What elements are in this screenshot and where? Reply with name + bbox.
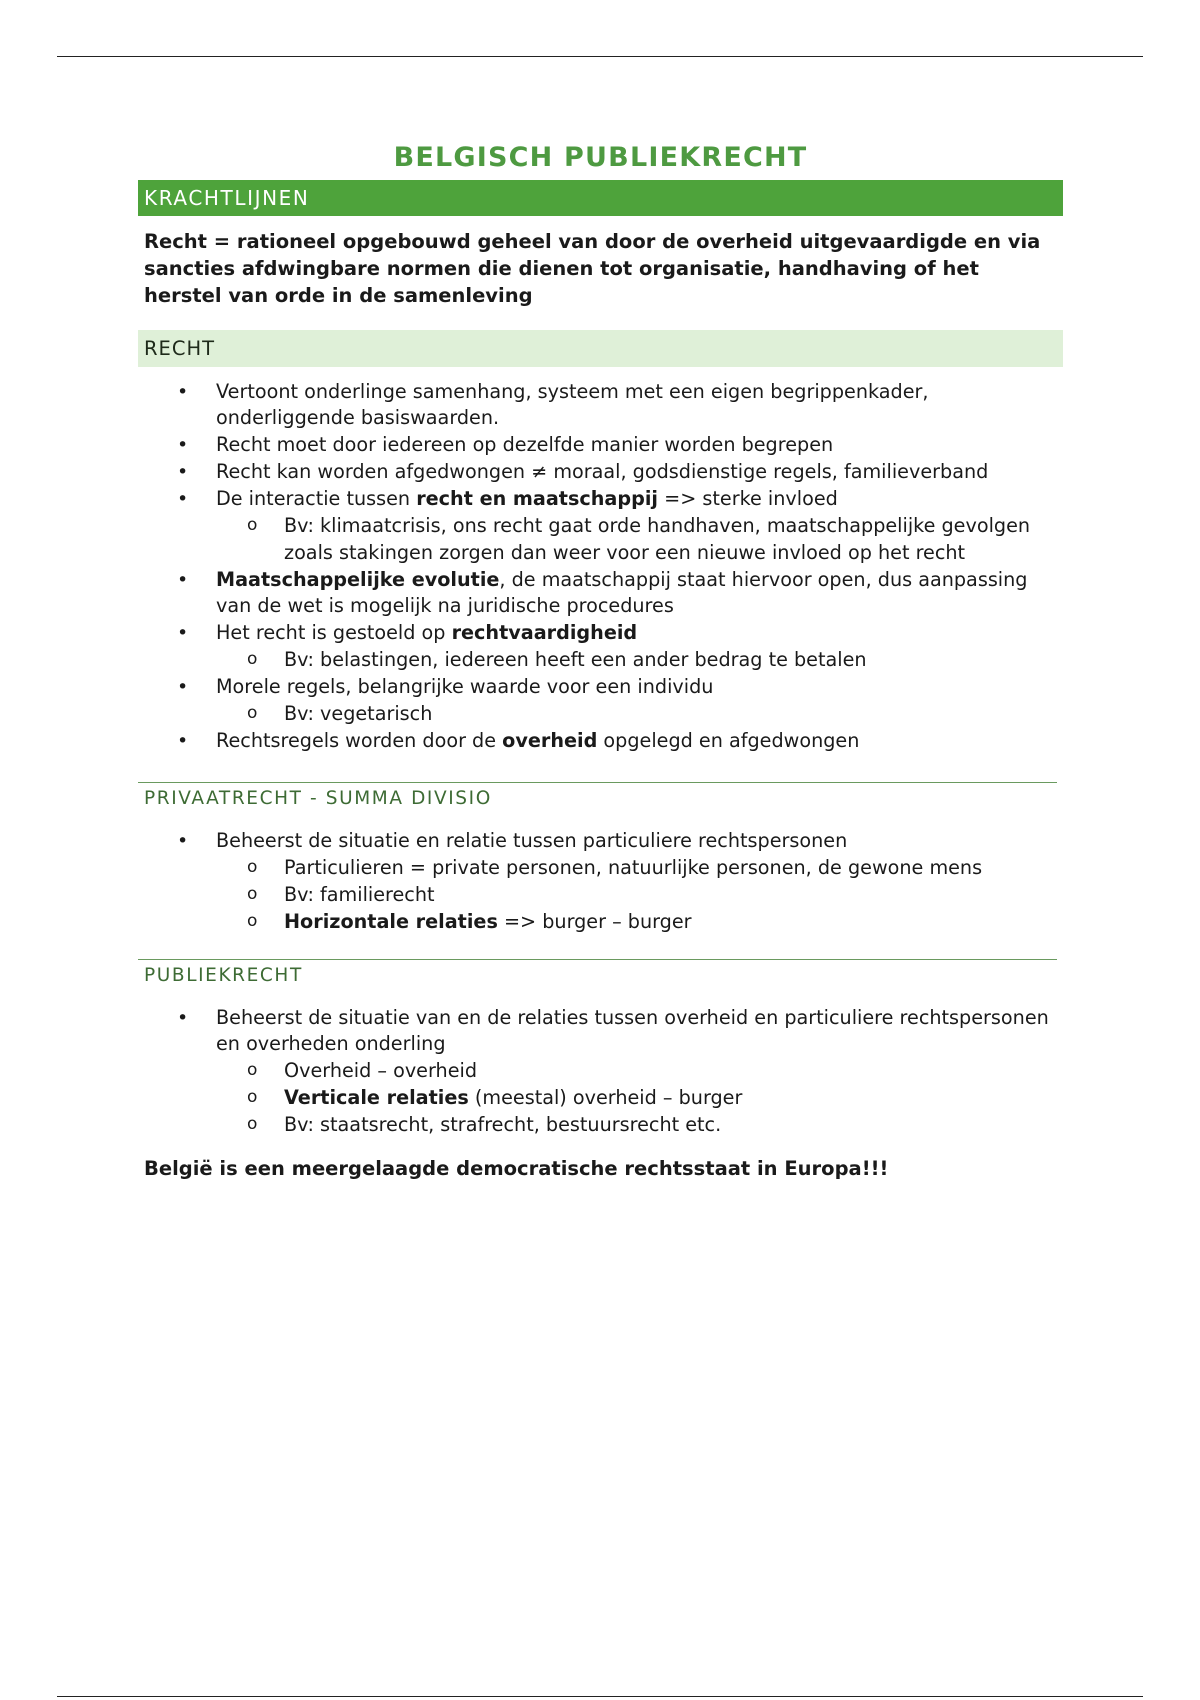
list-item: • Recht moet door iedereen op dezelfde manier worden begrepen <box>138 432 1063 458</box>
heading-recht: RECHT <box>138 330 1063 367</box>
closing-statement: België is een meergelaagde democratische rechtsstaat in Europa!!! <box>144 1157 889 1180</box>
sub-list-item: o Bv: vegetarisch <box>212 700 1063 727</box>
sub-list-item: o Horizontale relaties => burger – burger <box>212 908 1063 935</box>
sub-list <box>212 854 1063 935</box>
list-item: • Vertoont onderlinge samenhang, systeem met een eigen begrippenkader, onderliggende basiswaarden. <box>138 379 1063 431</box>
list-item: • Recht kan worden afgedwongen ≠ moraal, godsdienstige regels, familieverband <box>138 459 1063 485</box>
publiekrecht-list <box>138 1005 1063 1138</box>
privaatrecht-list <box>138 828 1063 935</box>
sub-list-item: o Particulieren = private personen, natuurlijke personen, de gewone mens <box>212 854 1063 881</box>
sub-list <box>212 646 1063 673</box>
page-bottom-rule <box>57 1696 1143 1697</box>
sub-list-item: o Bv: staatsrecht, strafrecht, bestuursrecht etc. <box>212 1111 1063 1138</box>
heading-publiekrecht: PUBLIEKRECHT <box>138 959 1057 993</box>
list-item: • Beheerst de situatie van en de relaties tussen overheid en particuliere rechtspersonen en overheden onderling o Overheid – overheid o Verticale relaties (meestal) overheid – burger o Bv: staatsrecht, strafrecht, bestuursrecht etc. <box>138 1005 1063 1138</box>
sub-list-item: o Verticale relaties (meestal) overheid – burger <box>212 1084 1063 1111</box>
recht-list <box>138 379 1063 754</box>
sub-list <box>212 700 1063 727</box>
recht-definition: Recht = rationeel opgebouwd geheel van door de overheid uitgevaardigde en via sancties afdwingbare normen die dienen tot organisatie, handhaving of het herstel van orde in de samenleving <box>144 230 1041 307</box>
sub-list <box>212 1057 1063 1138</box>
page-top-rule <box>57 56 1143 57</box>
list-item: • Maatschappelijke evolutie, de maatschappij staat hiervoor open, dus aanpassing van de wet is mogelijk na juridische procedures <box>138 567 1063 619</box>
sub-list-item: o Overheid – overheid <box>212 1057 1063 1084</box>
list-item: • De interactie tussen recht en maatschappij => sterke invloed o Bv: klimaatcrisis, ons recht gaat orde handhaven, maatschappelijke gevolgen zoals stakingen zorgen dan weer voor een nieuwe invloed op het recht <box>138 486 1063 566</box>
list-item: • Beheerst de situatie en relatie tussen particuliere rechtspersonen o Particulieren = private personen, natuurlijke personen, de gewone mens o Bv: familierecht o Horizontale relaties => burger – burger <box>138 828 1063 935</box>
list-item: • Morele regels, belangrijke waarde voor een individu o Bv: vegetarisch <box>138 674 1063 727</box>
sub-list-item: o Bv: familierecht <box>212 881 1063 908</box>
sub-list-item: o Bv: belastingen, iedereen heeft een ander bedrag te betalen <box>212 646 1063 673</box>
list-item: • Het recht is gestoeld op rechtvaardigheid o Bv: belastingen, iedereen heeft een ander bedrag te betalen <box>138 620 1063 673</box>
heading-privaatrecht: PRIVAATRECHT - SUMMA DIVISIO <box>138 782 1057 816</box>
list-item: • Rechtsregels worden door de overheid opgelegd en afgedwongen <box>138 728 1063 754</box>
document-body <box>138 138 1063 1180</box>
sub-list <box>212 512 1063 566</box>
document-title: BELGISCH PUBLIEKRECHT <box>393 142 808 173</box>
sub-list-item: o Bv: klimaatcrisis, ons recht gaat orde handhaven, maatschappelijke gevolgen zoals stakingen zorgen dan weer voor een nieuwe invloed op het recht <box>212 512 1063 566</box>
heading-krachtlijnen: KRACHTLIJNEN <box>138 180 1063 216</box>
